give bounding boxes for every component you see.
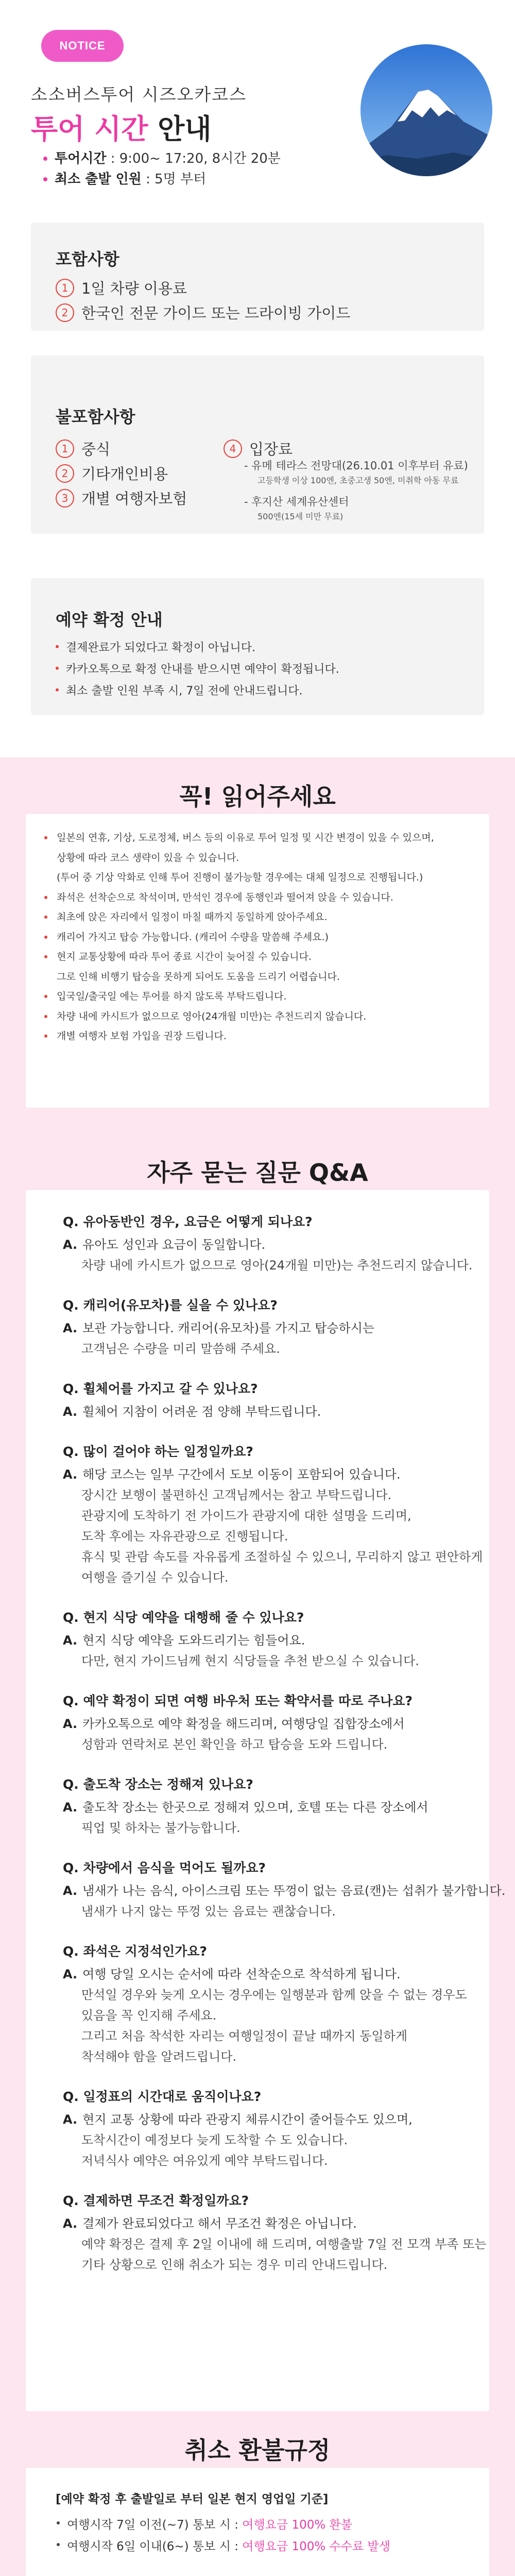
faq-answer: A. 유아도 성인과 요금이 동일합니다. bbox=[63, 1238, 266, 1252]
excluded-item: 1 중식 bbox=[56, 438, 110, 459]
confirm-item: 카카오톡으로 확정 안내를 받으시면 예약이 확정됩니다. bbox=[56, 660, 339, 676]
must-read-line: 최초에 앉은 자리에서 일정이 마칠 때까지 동일하게 앉아주세요. bbox=[57, 910, 328, 924]
faq-answer-line: 관광지에 도착하기 전 가이드가 관광지에 대한 설명을 드리며, bbox=[81, 1509, 411, 1523]
excluded-item-admission: 4 입장료 bbox=[224, 438, 293, 459]
must-read-line: 개별 여행자 보험 가입을 권장 드립니다. bbox=[57, 1029, 227, 1043]
answer-label: A. bbox=[63, 2112, 78, 2127]
faq-answer: A. 여행 당일 오시는 순서에 따라 선착순으로 착석하게 됩니다. bbox=[63, 1967, 401, 1981]
admission-detail: - 후지산 세계유산센터 bbox=[244, 496, 349, 508]
must-read-line: 입국일/출국일 에는 투어를 하지 않도록 부탁드립니다. bbox=[57, 989, 286, 1004]
confirm-item: 최소 출발 인원 부족 시, 7일 전에 안내드립니다. bbox=[56, 682, 302, 698]
title-rest: 안내 bbox=[148, 113, 212, 145]
must-read-line: 좌석은 선착순으로 착석이며, 만석인 경우에 동행인과 떨어져 앉을 수 있습니다. bbox=[57, 890, 393, 905]
must-read-line: 일본의 연휴, 기상, 도로정체, 버스 등의 이유로 투어 일정 및 시간 변경이 있을 수 있으며, bbox=[57, 831, 434, 845]
included-title: 포함사항 bbox=[56, 249, 119, 269]
must-read-line: 그로 인해 비행기 탑승을 못하게 되어도 도움을 드리기 어렵습니다. bbox=[57, 971, 340, 982]
answer-label: A. bbox=[63, 1238, 78, 1252]
mount-fuji-photo bbox=[360, 44, 492, 176]
included-item: 1 1일 차량 이용료 bbox=[56, 277, 187, 298]
included-item: 2 한국인 전문 가이드 또는 드라이빙 가이드 bbox=[56, 302, 350, 323]
faq-question: Q. 좌석은 지정석인가요? bbox=[63, 1944, 208, 1959]
faq-question: Q. 결제하면 무조건 확정일까요? bbox=[63, 2193, 249, 2208]
excluded-title: 불포함사항 bbox=[56, 407, 135, 427]
refund-subtitle: [예약 확정 후 출발일로 부터 일본 현지 영업일 기준] bbox=[56, 2493, 329, 2506]
faq-answer-line: 냄새가 나지 않는 뚜껑 있는 음료는 괜찮습니다. bbox=[81, 1904, 336, 1919]
answer-label: A. bbox=[63, 1800, 78, 1815]
refund-line: 여행시작 7일 이전(~7) 통보 시 : 여행요금 100% 환불 bbox=[57, 2515, 352, 2532]
faq-answer-line: 있음을 꼭 인지해 주세요. bbox=[81, 2008, 217, 2023]
faq-answer: A. 휠체어 지참이 어려운 점 양해 부탁드립니다. bbox=[63, 1404, 321, 1419]
number-2-icon: 2 bbox=[56, 303, 74, 322]
answer-label: A. bbox=[63, 1404, 78, 1419]
answer-label: A. bbox=[63, 1717, 78, 1731]
faq-answer-line: 만석일 경우와 늦게 오시는 경우에는 일행분과 함께 앉을 수 없는 경우도 bbox=[81, 1988, 467, 2002]
faq-answer-line: 도착시간이 예정보다 늦게 도착할 수 도 있습니다. bbox=[81, 2133, 348, 2147]
admission-detail: - 유메 테라스 전망대(26.10.01 이후부터 유료) bbox=[244, 460, 468, 472]
title-highlight: 투어 시간 bbox=[31, 113, 148, 145]
number-3-icon: 3 bbox=[56, 489, 74, 507]
number-1-icon: 1 bbox=[56, 279, 74, 297]
admission-detail-note: 고등학생 이상 100엔, 초중고생 50엔, 미취학 아동 무료 bbox=[258, 476, 459, 485]
faq-question: Q. 출도착 장소는 정해져 있나요? bbox=[63, 1777, 253, 1792]
included-box bbox=[31, 223, 484, 331]
faq-answer-line: 저녁식사 예약은 여유있게 예약 부탁드립니다. bbox=[81, 2154, 328, 2168]
faq-answer-line: 다만, 현지 가이드님께 현지 식당들을 추천 받으실 수 있습니다. bbox=[81, 1654, 419, 1668]
confirm-item: 결제완료가 되었다고 확정이 아닙니다. bbox=[56, 639, 255, 655]
faq-answer: A. 결제가 완료되었다고 해서 무조건 확정은 아닙니다. bbox=[63, 2216, 357, 2231]
faq-answer: A. 현지 교통 상황에 따라 관광지 체류시간이 줄어들수도 있으며, bbox=[63, 2112, 413, 2127]
answer-label: A. bbox=[63, 1967, 78, 1981]
page-title bbox=[31, 107, 212, 147]
header bbox=[0, 0, 515, 196]
faq-answer: A. 카카오톡으로 예약 확정을 해드리며, 여행당일 집합장소에서 bbox=[63, 1717, 405, 1731]
tour-subtitle: 소소버스투어 시즈오카코스 bbox=[31, 84, 247, 105]
excluded-box bbox=[31, 355, 484, 534]
must-read-line: 차량 내에 카시트가 없으므로 영아(24개월 미만)는 추천드리지 않습니다. bbox=[57, 1009, 366, 1024]
faq-answer: A. 출도착 장소는 한곳으로 정해져 있으며, 호텔 또는 다른 장소에서 bbox=[63, 1800, 428, 1815]
faq-answer: A. 보관 가능합니다. 캐리어(유모차)를 가지고 탑승하시는 bbox=[63, 1321, 375, 1335]
refund-line: 여행시작 6일 이내(6~) 통보 시 : 여행요금 100% 수수료 발생 bbox=[57, 2537, 390, 2554]
confirm-title: 예약 확정 안내 bbox=[56, 610, 163, 630]
refund-title: 취소 환불규정 bbox=[184, 2436, 331, 2464]
faq-answer-line: 여행을 즐기실 수 있습니다. bbox=[81, 1570, 229, 1585]
min-participants: 최소 출발 인원 : 5명 부터 bbox=[43, 169, 281, 190]
faq-question: Q. 현지 식당 예약을 대행해 줄 수 있나요? bbox=[63, 1610, 304, 1625]
faq-title: 자주 묻는 질문 Q&A bbox=[147, 1159, 368, 1187]
faq-answer: A. 현지 식당 예약을 도와드리기는 힘들어요. bbox=[63, 1633, 305, 1648]
answer-label: A. bbox=[63, 2216, 78, 2231]
faq-question: Q. 예약 확정이 되면 여행 바우처 또는 확약서를 따로 주나요? bbox=[63, 1693, 413, 1708]
faq-answer-line: 성함과 연락처로 본인 확인을 하고 탑승을 도와 드립니다. bbox=[81, 1737, 388, 1752]
answer-label: A. bbox=[63, 1884, 78, 1898]
faq-answer-line: 그리고 처음 착석한 자리는 여행일정이 끝날 때까지 동일하게 bbox=[81, 2029, 408, 2043]
answer-label: A. bbox=[63, 1633, 78, 1648]
faq-question: Q. 캐리어(유모차)를 실을 수 있나요? bbox=[63, 1298, 278, 1313]
admission-detail-note: 500엔(15세 미만 무료) bbox=[258, 512, 344, 521]
must-read-line: 현지 교통상황에 따라 투어 종료 시간이 늦어질 수 있습니다. bbox=[57, 950, 312, 964]
must-read-title: 꼭! 읽어주세요 bbox=[179, 783, 336, 810]
faq-question: Q. 많이 걸어야 하는 일정일까요? bbox=[63, 1444, 253, 1459]
excluded-item: 3 개별 여행자보험 bbox=[56, 487, 187, 509]
excluded-item: 2 기타개인비용 bbox=[56, 463, 168, 484]
faq-answer-line: 예약 확정은 결제 후 2일 이내에 해 드리며, 여행출발 7일 전 모객 부족 또는 bbox=[81, 2237, 487, 2251]
faq-answer-line: 착석해야 함을 알려드립니다. bbox=[81, 2049, 237, 2064]
must-read-line: 상황에 따라 코스 생략이 있을 수 있습니다. bbox=[57, 852, 239, 863]
faq-question: Q. 유아동반인 경우, 요금은 어떻게 되나요? bbox=[63, 1214, 313, 1229]
faq-question: Q. 휠체어를 가지고 갈 수 있나요? bbox=[63, 1381, 258, 1396]
faq-answer: A. 해당 코스는 일부 구간에서 도보 이동이 포함되어 있습니다. bbox=[63, 1467, 401, 1482]
must-read-line: (투어 중 기상 악화로 인해 투어 진행이 불가능할 경우에는 대체 일정으로 진행됩니다.) bbox=[57, 872, 423, 883]
number-2-icon: 2 bbox=[56, 464, 74, 483]
faq-answer-line: 기타 상황으로 인해 취소가 되는 경우 미리 안내드립니다. bbox=[81, 2258, 388, 2272]
must-read-line: 캐리어 가지고 탑승 가능합니다. (캐리어 수량을 말씀해 주세요.) bbox=[57, 930, 329, 944]
faq-question: Q. 차량에서 음식을 먹어도 될까요? bbox=[63, 1860, 266, 1875]
faq-answer-line: 고객님은 수량을 미리 말씀해 주세요. bbox=[81, 1342, 280, 1356]
faq-answer-line: 휴식 및 관람 속도를 자유롭게 조절하실 수 있으니, 무리하지 않고 편안하게 bbox=[81, 1550, 483, 1564]
faq-answer-line: 도착 후에는 자유관광으로 진행됩니다. bbox=[81, 1529, 288, 1544]
notice-badge: NOTICE bbox=[41, 30, 124, 62]
number-4-icon: 4 bbox=[224, 439, 242, 458]
faq-question: Q. 일정표의 시간대로 움직이나요? bbox=[63, 2089, 262, 2104]
faq-answer-line: 픽업 및 하차는 불가능합니다. bbox=[81, 1821, 241, 1835]
answer-label: A. bbox=[63, 1467, 78, 1482]
answer-label: A. bbox=[63, 1321, 78, 1335]
confirm-box bbox=[31, 578, 484, 715]
header-bullets bbox=[43, 148, 281, 190]
faq-answer-line: 차량 내에 카시트가 없으므로 영아(24개월 미만)는 추천드리지 않습니다. bbox=[81, 1258, 473, 1273]
faq-answer: A. 냄새가 나는 음식, 아이스크림 또는 뚜껑이 없는 음료(캔)는 섭취가 불가합니다. bbox=[63, 1884, 506, 1898]
faq-answer-line: 장시간 보행이 불편하신 고객님께서는 참고 부탁드립니다. bbox=[81, 1488, 392, 1502]
tour-time: 투어시간 : 9:00~ 17:20, 8시간 20분 bbox=[43, 148, 281, 169]
number-1-icon: 1 bbox=[56, 439, 74, 458]
